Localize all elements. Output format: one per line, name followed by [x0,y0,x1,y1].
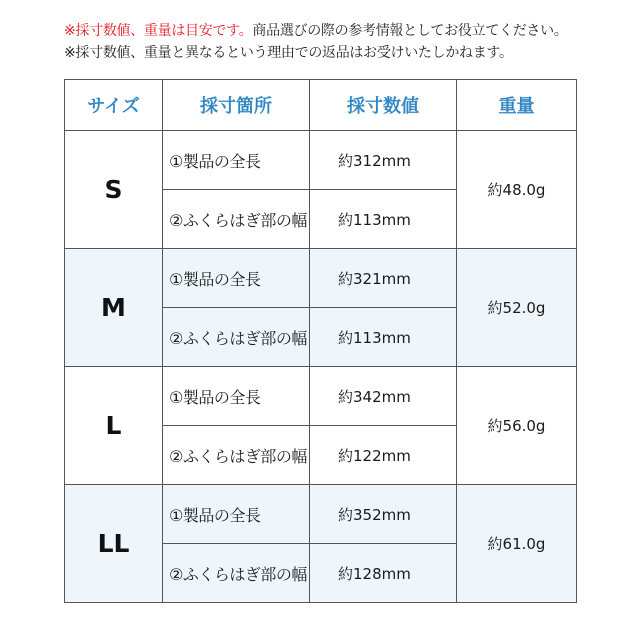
note-line-2: ※採寸数値、重量と異なるという理由での返品はお受けいたしかねます。 [64,45,513,61]
measurement-value: 約113mm [310,190,457,249]
table-row [65,485,577,544]
weight-value: 約56.0g [457,367,577,485]
measurement-value: 約312mm [310,131,457,190]
weight-value: 約52.0g [457,249,577,367]
weight-value: 約48.0g [457,131,577,249]
measurement-point: ①製品の全長 [163,131,310,190]
measurement-point: ②ふくらはぎ部の幅 [163,190,310,249]
measurement-value: 約321mm [310,249,457,308]
measurement-point: ②ふくらはぎ部の幅 [163,308,310,367]
measurement-value: 約113mm [310,308,457,367]
header-size: サイズ [65,80,163,131]
table-row [65,367,577,426]
note-red-text: ※採寸数値、重量は目安です。 [64,23,253,39]
size-label: S [65,131,163,249]
header-weight: 重量 [457,80,577,131]
header-measurement-value: 採寸数値 [310,80,457,131]
table-row [65,249,577,308]
measurement-point: ②ふくらはぎ部の幅 [163,544,310,603]
measurement-value: 約128mm [310,544,457,603]
note-line-1 [64,20,624,42]
size-label: L [65,367,163,485]
weight-value: 約61.0g [457,485,577,603]
size-table [64,79,577,603]
size-label: M [65,249,163,367]
table-header-row [65,80,577,131]
header-measurement-point: 採寸箇所 [163,80,310,131]
measurement-point: ①製品の全長 [163,249,310,308]
notes [64,20,624,64]
measurement-value: 約122mm [310,426,457,485]
measurement-point: ①製品の全長 [163,367,310,426]
note-text: 商品選びの際の参考情報としてお役立てください。 [252,23,568,39]
size-label: LL [65,485,163,603]
table-row [65,131,577,190]
measurement-value: 約352mm [310,485,457,544]
measurement-value: 約342mm [310,367,457,426]
measurement-point: ①製品の全長 [163,485,310,544]
measurement-point: ②ふくらはぎ部の幅 [163,426,310,485]
